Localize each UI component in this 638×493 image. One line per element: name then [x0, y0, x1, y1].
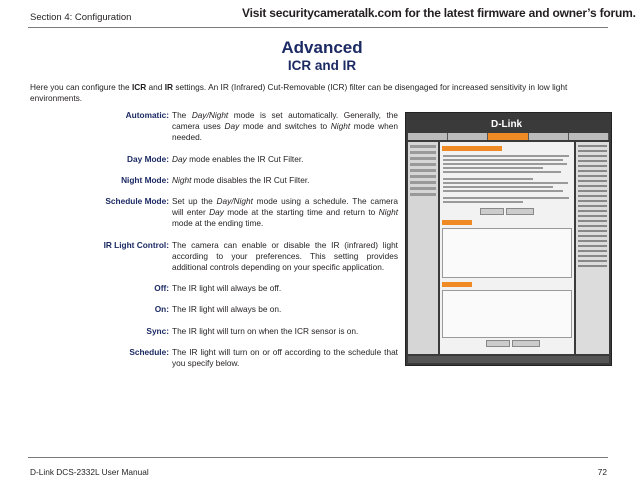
definition-list [30, 110, 402, 379]
def-schedule-mode [30, 196, 402, 230]
def-day-mode [30, 154, 402, 165]
header-divider [28, 27, 608, 28]
def-term: Schedule Mode: [105, 196, 169, 207]
dlink-logo: D-Link [491, 119, 523, 130]
page-title: Advanced [281, 38, 363, 57]
screenshot-help-panel [576, 142, 609, 354]
def-desc: Night mode disables the IR Cut Filter. [172, 174, 310, 185]
def-desc: Day mode enables the IR Cut Filter. [172, 153, 304, 164]
def-desc: The IR light will always be off. [172, 283, 282, 294]
def-term: Off: [154, 283, 169, 294]
def-night-mode [30, 175, 402, 186]
screenshot-sidebar [408, 142, 438, 354]
def-desc: The camera can enable or disable the IR (infrared) light according to your preferences. This setting provides additional controls depending on your specific application. [172, 239, 398, 273]
footer-divider [28, 457, 608, 458]
def-ir-light-control [30, 240, 402, 274]
def-desc: The IR light will always be on. [172, 304, 282, 315]
def-on [30, 304, 402, 315]
section-label: Section 4: Configuration [30, 12, 132, 23]
def-sync [30, 326, 402, 337]
page-number: 72 [597, 467, 607, 477]
screenshot-footer [408, 356, 609, 363]
screenshot-main-panel [440, 142, 574, 354]
def-desc: The IR light will turn on when the ICR sensor is on. [172, 325, 359, 336]
def-desc: The IR light will turn on or off according to the schedule that you specify below. [172, 346, 398, 369]
def-term: On: [154, 304, 169, 315]
def-term: Automatic: [125, 110, 169, 120]
manual-name: D-Link DCS-2332L User Manual [30, 467, 149, 477]
def-desc: Set up the Day/Night mode using a schedule. The camera will enter Day mode at the starting time and return to Night mode at the ending time. [172, 196, 398, 229]
def-term: IR Light Control: [103, 239, 169, 250]
screenshot-nav-bar [408, 133, 609, 140]
page-subtitle: ICR and IR [287, 58, 357, 73]
def-desc: The Day/Night mode is set automatically. Generally, the camera uses Day mode and switches to Night mode when needed. [172, 110, 398, 143]
camera-ui-screenshot [405, 112, 612, 366]
intro-paragraph: Here you can configure the ICR and IR settings. An IR (Infrared) Cut-Removable (ICR) filter can be disengaged for increased sensitivity in low light environments. [30, 82, 568, 103]
firmware-banner: Visit securitycameratalk.com for the latest firmware and owner’s forum. [242, 6, 636, 20]
def-term: Sync: [146, 325, 169, 336]
def-off [30, 283, 402, 294]
def-schedule [30, 347, 402, 369]
def-term: Day Mode: [127, 153, 169, 164]
def-automatic [30, 110, 402, 144]
def-term: Schedule: [129, 346, 169, 357]
def-term: Night Mode: [121, 174, 169, 185]
